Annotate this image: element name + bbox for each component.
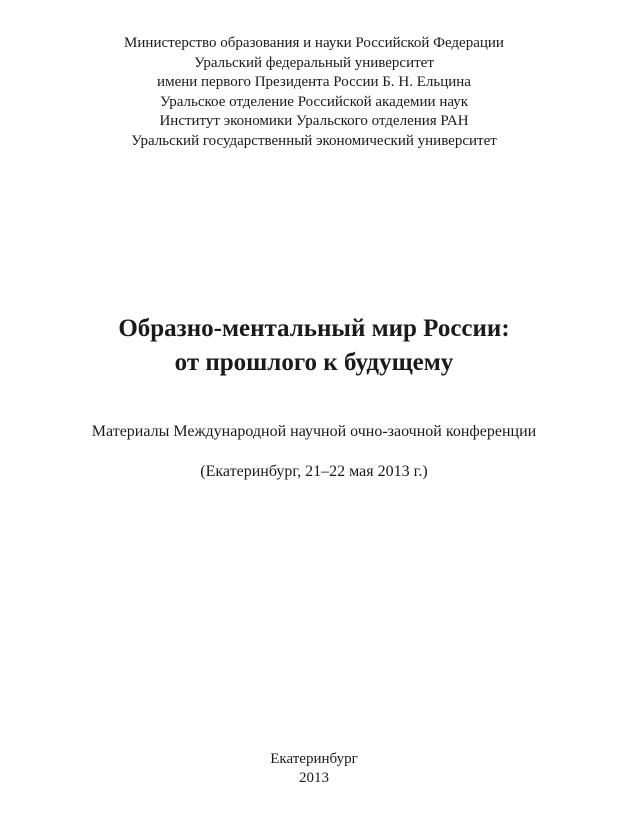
organization-line: Уральское отделение Российской академии наук (159, 93, 469, 110)
imprint-city: Екатеринбург (270, 751, 358, 767)
title-line-1: Образно-ментальный мир России: (118, 315, 510, 342)
title-line-2: от прошлого к будущему (174, 349, 454, 376)
document-subtitle: Материалы Международной научной очно-заочной конференции (91, 423, 537, 440)
organization-line: имени первого Президента России Б. Н. Ельцина (157, 74, 471, 90)
organizations-block (0, 34, 628, 151)
document-title (0, 312, 628, 380)
imprint-block (0, 750, 628, 788)
event-details: (Екатеринбург, 21–22 мая 2013 г.) (200, 463, 428, 480)
organization-line: Уральский государственный экономический университет (131, 132, 497, 149)
organization-line: Уральский федеральный университет (194, 54, 434, 71)
organization-line: Институт экономики Уральского отделения РАН (159, 113, 469, 129)
imprint-year: 2013 (299, 770, 329, 786)
organization-line: Министерство образования и науки Российской Федерации (124, 35, 504, 51)
